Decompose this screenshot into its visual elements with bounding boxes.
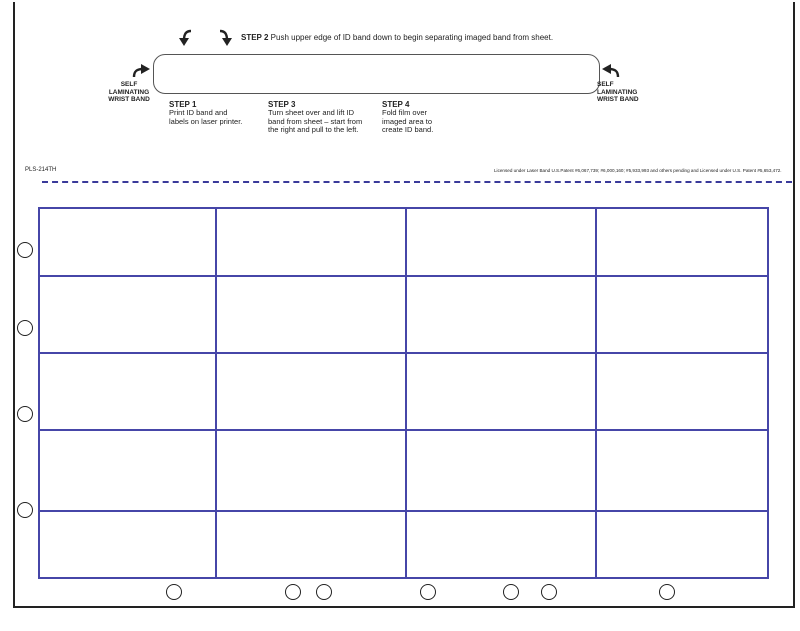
step-line: Print ID band and: [169, 108, 228, 117]
grid-column-divider: [595, 209, 597, 577]
binder-hole: [17, 320, 33, 336]
side-label-right-line: WRIST BAND: [597, 96, 639, 103]
step2-label: STEP 2: [241, 33, 269, 42]
step-line: Fold film over: [382, 108, 428, 117]
binder-hole: [659, 584, 675, 600]
side-label-left-line: LAMINATING: [108, 88, 150, 96]
binder-hole: [166, 584, 182, 600]
grid-column-divider: [405, 209, 407, 577]
binder-hole: [17, 242, 33, 258]
curved-arrow-right-down-icon: [217, 29, 233, 47]
side-label-right-line: LAMINATING: [597, 88, 638, 96]
side-label-right-line: SELF: [597, 81, 614, 88]
patent-notice: Licensed under Laser Band U.S.Patent #6,067,739; #6,000,160; #5,933,993 and others pending and Licensed under U.S. Patent #5,653,472.: [494, 168, 782, 173]
binder-hole: [285, 584, 301, 600]
binder-hole: [541, 584, 557, 600]
grid-row-divider: [40, 352, 767, 354]
step-title: STEP 3: [268, 100, 296, 109]
curved-arrow-left-down-icon: [178, 29, 194, 47]
binder-hole: [420, 584, 436, 600]
grid-column-divider: [215, 209, 217, 577]
curved-arrow-right-icon: [131, 63, 151, 79]
wristband-area: [153, 54, 600, 94]
binder-hole: [17, 406, 33, 422]
side-label-left: [104, 81, 154, 104]
binder-hole: [503, 584, 519, 600]
binder-hole: [17, 502, 33, 518]
step3-block: [268, 100, 362, 135]
step-line: band from sheet – start from: [268, 116, 363, 126]
labels-grid: [38, 207, 769, 579]
step-line: the right and pull to the left.: [268, 125, 359, 134]
step-line: labels on laser printer.: [169, 116, 243, 126]
step2-text: Push upper edge of ID band down to begin separating imaged band from sheet.: [270, 33, 554, 42]
step-line: Turn sheet over and lift ID: [268, 108, 355, 117]
step-title: STEP 4: [382, 100, 410, 109]
side-label-left-line: WRIST BAND: [108, 96, 150, 103]
form-code: PLS-214TH: [25, 167, 57, 173]
step-line: imaged area to: [382, 116, 433, 126]
binder-hole: [316, 584, 332, 600]
grid-row-divider: [40, 429, 767, 431]
step2-instruction: [241, 33, 553, 42]
side-label-right: [597, 81, 647, 104]
step4-block: [382, 100, 433, 135]
curved-arrow-left-icon: [601, 63, 621, 79]
step1-block: [169, 100, 242, 126]
grid-row-divider: [40, 275, 767, 277]
grid-row-divider: [40, 510, 767, 512]
step-title: STEP 1: [169, 100, 197, 109]
perforation-line: [42, 181, 792, 183]
side-label-left-line: SELF: [120, 81, 138, 88]
step-line: create ID band.: [382, 125, 434, 134]
